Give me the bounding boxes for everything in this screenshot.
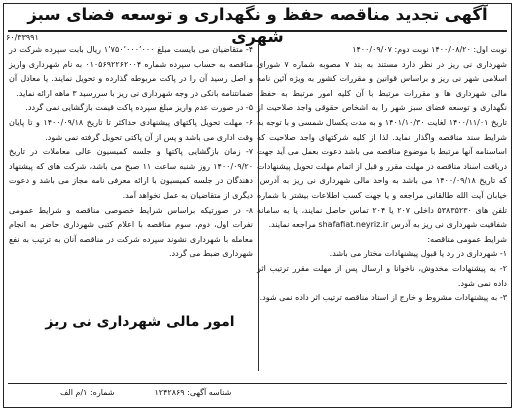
left-column (9, 43, 253, 262)
publish-dates: نوبت اول: ۱۴۰۰/۰۸/۲۰ نوبت دوم: ۱۴۰۰/۰۹/۰۷ (352, 45, 507, 54)
condition-5: ۵- در صورت عدم واریز مبلغ سپرده پاکت قیمت بازگشایی نمی گردد. (25, 103, 253, 113)
footer-rule (8, 383, 507, 384)
condition-7: ۷- زمان بازگشایی پاکتها و جلسه کمیسیون عالی معاملات در تاریخ ۱۴۰۰/۰۹/۲۰ روز شنبه ساعت ۱۱ صبح می باشد، شرکت های که پیشنهاد دهندگان در جلسه کمیسیون با ارائه معرفی نامه مجاز می باشد و دعوت دیگری از متقاضیان به عمل نخواهد آمد. (9, 147, 254, 200)
condition-1: ۱- شهرداری در رد یا قبول پیشنهادات مختار می باشد. (329, 249, 507, 259)
condition-2: ۲- به پیشنهادات مخدوش، ناخوانا و ارسال پس از مهلت مقرر ترتیب اثر داده نمی شود. (257, 263, 507, 288)
right-column (257, 43, 507, 306)
notice-code: ۶۰/۳۳۹۹۱ (6, 33, 39, 42)
condition-3: ۳- به پیشنهادات مشروط و خارج از اسناد مناقصه ترتیب اثر داده نمی شود. (259, 293, 507, 303)
condition-8: ۸- در صورتیکه براساس شرایط خصوصی مناقصه و شرایط عمومی نفرات اول، دوم، سوم مناقصه با اعلام کتبی شهرداری حاضر به انجام معامله با شهرداری نشوند سپرده شرکت در مناقصه آنان به ترتیب به نفع شهرداری ضبط می گردد. (9, 205, 253, 259)
title-rule (8, 30, 507, 32)
general-conditions-heading: شرایط عمومی مناقصه: (427, 234, 507, 244)
signature: امور مالی شهرداری نی ریز (45, 314, 235, 330)
intro-paragraph: شهرداری نی ریز در نظر دارد مستند به بند ۷ مصوبه شماره ۷ شورای اسلامی شهر نی ریز و براساس قوانین و مقررات کشور به ویژه آئین نامه مالی شهرداری ها و مقررات مرتبط با آن کلیه امور مرتبط به حفظ، نگهداری و توسعه فضای سبز شهر را به اشخاص حقوقی واجد صلاحیت از تاریخ ۱۴۰۰/۱۱/۰۱ لغایت ۱۴۰۱/۱۰/۳۰ و به مدت یکسال شمسی و با توجه به شرایط سند مناقصه واگذار نماید. لذا از کلیه شرکتهای واجد صلاحیت که اساسنامه آنها مرتبط با موضوع مناقصه می باشد دعوت بعمل می آید جهت دریافت اسناد مناقصه در مهلت مقرر و قبل از اتمام مهلت تحویل پیشنهادات که تاریخ ۱۴۰۰/۰۹/۱۸ می باشد به واحد مالی شهرداری نی ریز به آدرس: خیابان آیت الله طالقانی مراجعه و یا جهت کسب اطلاعات بیشتر با شماره تلفن های ۵۳۸۳۵۲۳۰ داخلی ۲۰۷ یا ۲۰۴ تماس حاصل نمایند، یا به سامانه شفافیت شهرداری نی ریز به آدرس shafafiat.neyriz.ir مراجعه نمایند. (257, 59, 507, 230)
notice-title: آگهی تجدید مناقصه حفظ و نگهداری و توسعه فضای سبز شهری (27, 5, 488, 46)
column-divider (258, 44, 259, 371)
notice-id: شناسه آگهی: ۱۲۴۲۸۶۹ (154, 388, 232, 397)
notice-count: شماره: ۱/م الف (60, 388, 115, 397)
condition-6: ۶- مهلت تحویل پاکتهای پیشنهادی حداکثر تا تاریخ ۱۴۰۰/۰۹/۱۸ و تا پایان وقت اداری می باشد و پس از آن پاکتی تحویل گرفته نمی شود. (9, 117, 254, 142)
notice-footer (60, 386, 231, 400)
condition-4: ۴- متقاضیان می بایست مبلغ ۱٬۷۵۰٬۰۰۰٬۰۰۰ ریال بابت سپرده شرکت در مناقصه به حساب سپرده شماره ۰۱۰۵۶۹۲۲۶۲۰۰۴ به نام شهرداری واریز و اصل رسید آن را در پاکت مربوطه گذارده و تحویل نمایند. یا معادل آن ضمانتنامه بانکی در وجه شهرداری نی ریز با سررسید ۳ ماهه ارائه نماید. (9, 45, 254, 98)
